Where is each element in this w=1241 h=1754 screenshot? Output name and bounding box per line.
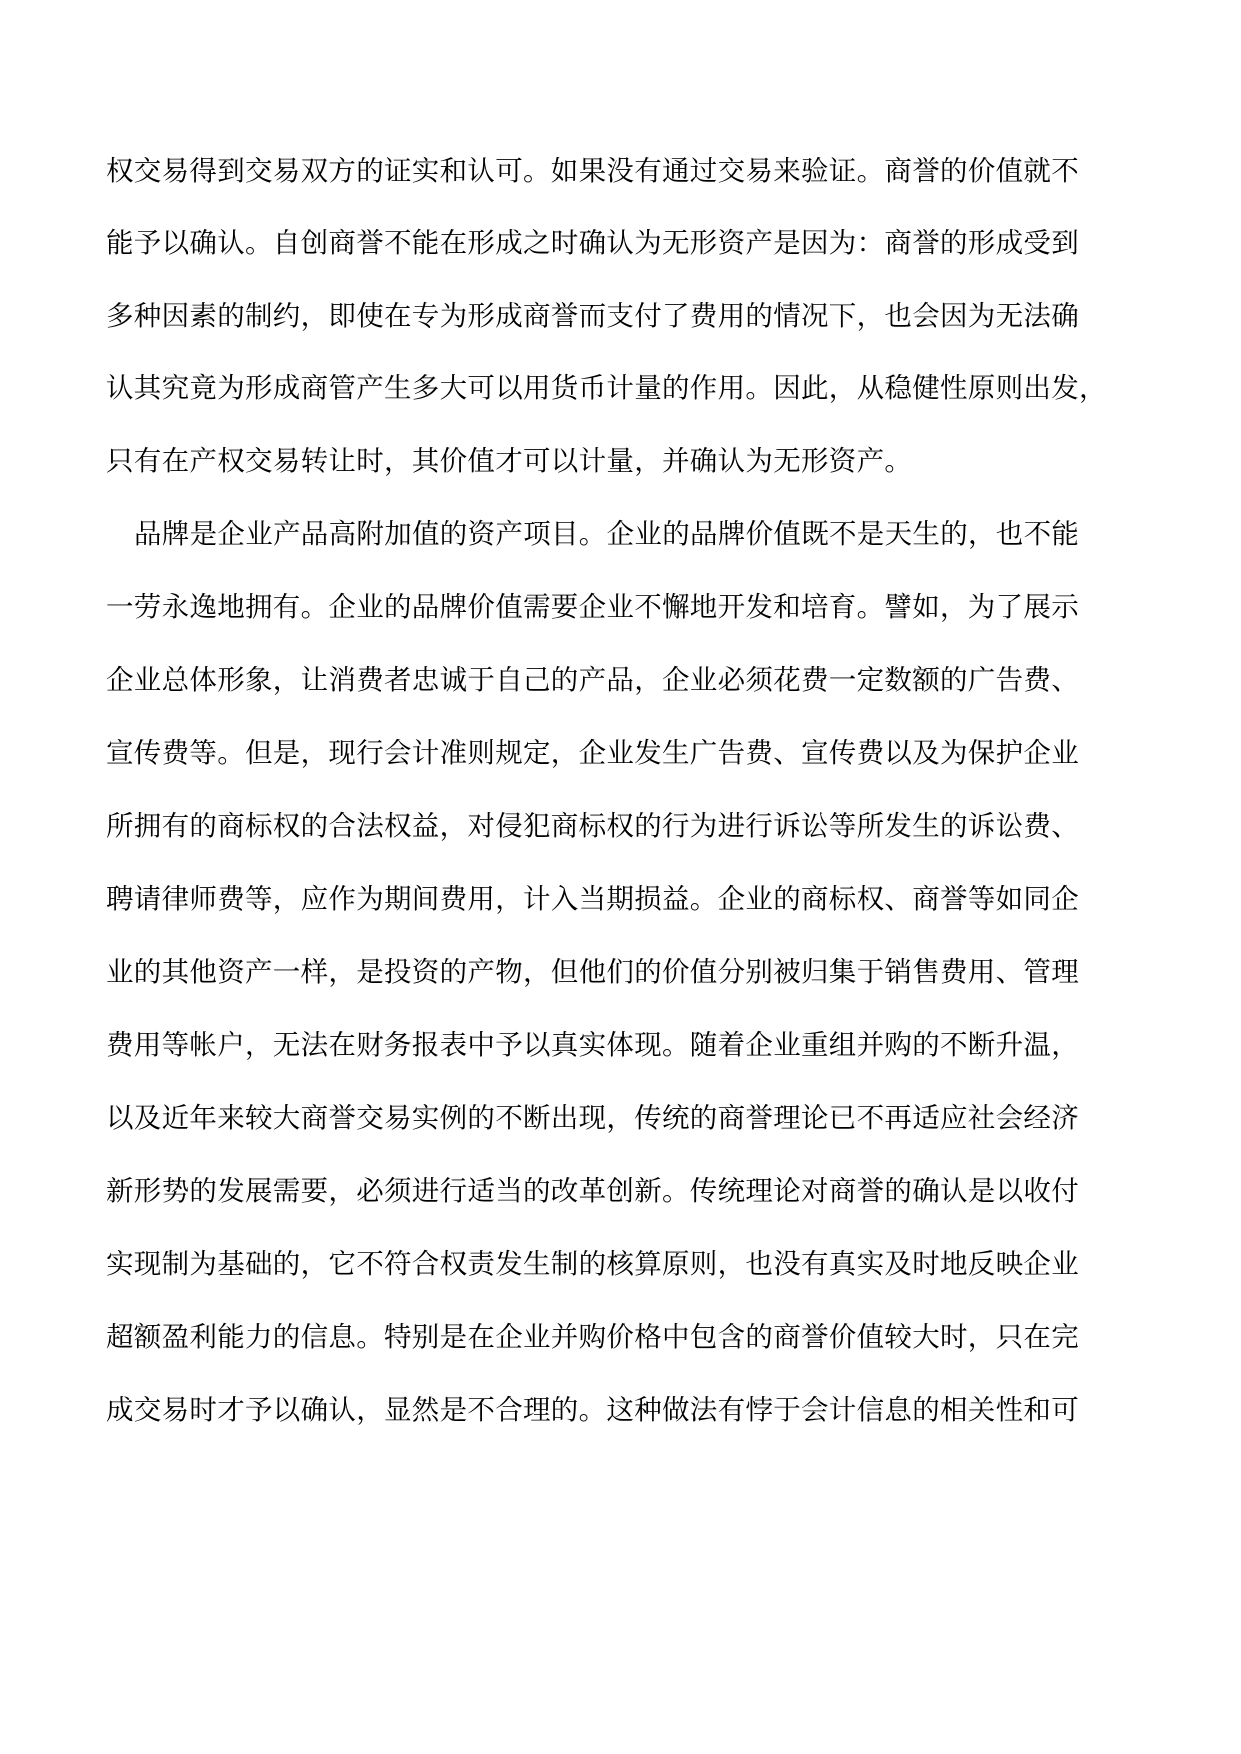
text-line: 费用等帐户，无法在财务报表中予以真实体现。随着企业重组并购的不断升温， [106, 1029, 1079, 1061]
text-line: 成交易时才予以确认，显然是不合理的。这种做法有悖于会计信息的相关性和可 [106, 1394, 1079, 1426]
text-line: 宣传费等。但是，现行会计准则规定，企业发生广告费、宣传费以及为保护企业 [106, 737, 1079, 769]
text-line: 超额盈利能力的信息。特别是在企业并购价格中包含的商誉价值较大时，只在完 [106, 1321, 1079, 1353]
text-line: 业的其他资产一样，是投资的产物，但他们的价值分别被归集于销售费用、管理 [106, 956, 1079, 988]
text-line: 聘请律师费等，应作为期间费用，计入当期损益。企业的商标权、商誉等如同企 [106, 883, 1079, 915]
text-line: 认其究竟为形成商管产生多大可以用货币计量的作用。因此，从稳健性原则出发， [106, 372, 1107, 404]
text-line: 以及近年来较大商誉交易实例的不断出现，传统的商誉理论已不再适应社会经济 [106, 1102, 1079, 1134]
text-line: 只有在产权交易转让时，其价值才可以计量，并确认为无形资产。 [106, 445, 913, 477]
text-line: 实现制为基础的，它不符合权责发生制的核算原则，也没有真实及时地反映企业 [106, 1248, 1079, 1280]
paragraph-first-line: 品牌是企业产品高附加值的资产项目。企业的品牌价值既不是天生的，也不能 [134, 518, 1080, 550]
text-line: 新形势的发展需要，必须进行适当的改革创新。传统理论对商誉的确认是以收付 [106, 1175, 1079, 1207]
text-line: 企业总体形象，让消费者忠诚于自己的产品，企业必须花费一定数额的广告费、 [106, 664, 1079, 696]
text-line: 能予以确认。自创商誉不能在形成之时确认为无形资产是因为：商誉的形成受到 [106, 227, 1079, 259]
text-line: 一劳永逸地拥有。企业的品牌价值需要企业不懈地开发和培育。譬如，为了展示 [106, 591, 1079, 623]
text-line: 多种因素的制约，即使在专为形成商誉而支付了费用的情况下，也会因为无法确 [106, 300, 1079, 332]
text-line: 所拥有的商标权的合法权益，对侵犯商标权的行为进行诉讼等所发生的诉讼费、 [106, 810, 1079, 842]
text-line: 权交易得到交易双方的证实和认可。如果没有通过交易来验证。商誉的价值就不 [106, 155, 1079, 187]
